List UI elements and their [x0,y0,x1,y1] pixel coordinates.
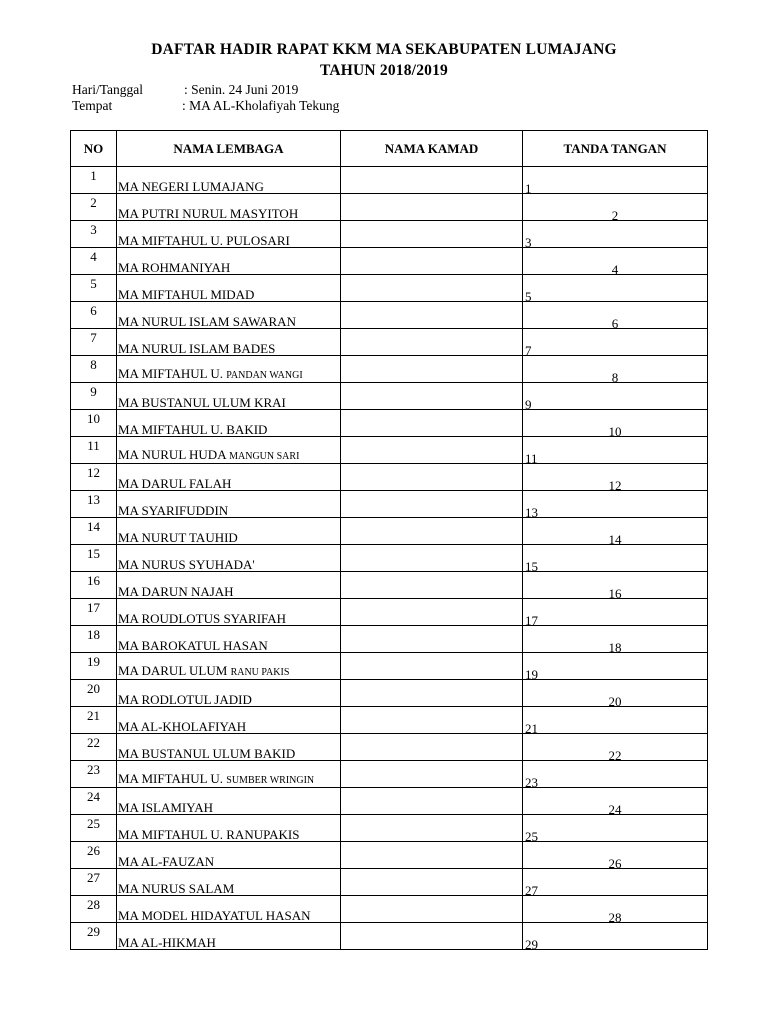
institution-name: MA MIFTAHUL MIDAD [118,287,255,302]
table-row [71,221,708,248]
row-number: 12 [71,464,117,491]
institution-name: MA ISLAMIYAH [118,800,213,815]
table-row [71,815,708,842]
table-row [71,734,708,761]
signature-number: 8 [611,370,619,385]
institution-name: MA MIFTAHUL U. RANUPAKIS [118,827,300,842]
institution-cell [117,437,341,464]
signature-cell[interactable] [523,788,708,815]
table-row [71,518,708,545]
row-number: 9 [71,383,117,410]
row-number: 28 [71,896,117,923]
signature-cell[interactable] [523,410,708,437]
signature-number: 12 [608,478,622,493]
row-number: 17 [71,599,117,626]
institution-cell [117,896,341,923]
signature-cell[interactable] [523,923,708,950]
signature-number: 6 [611,316,619,331]
signature-cell[interactable] [523,599,708,626]
row-number: 8 [71,356,117,383]
signature-number: 7 [525,343,532,358]
row-number: 14 [71,518,117,545]
row-number: 20 [71,680,117,707]
signature-cell[interactable] [523,518,708,545]
institution-cell [117,167,341,194]
institution-name: MA MIFTAHUL U. [118,771,227,786]
table-row [71,329,708,356]
institution-cell [117,842,341,869]
table-row [71,599,708,626]
institution-name: MA AL-KHOLAFIYAH [118,719,247,734]
row-number: 27 [71,869,117,896]
signature-cell[interactable] [523,626,708,653]
header-nama-lembaga: NAMA LEMBAGA [117,131,341,167]
table-row [71,248,708,275]
institution-name: MA NEGERI LUMAJANG [118,179,264,194]
table-row [71,491,708,518]
table-row [71,761,708,788]
institution-name: MA NURUL ISLAM SAWARAN [118,314,296,329]
attendance-table [70,130,708,950]
kamad-name-cell[interactable] [341,626,523,653]
institution-name: MA NURUS SALAM [118,881,235,896]
row-number: 13 [71,491,117,518]
signature-cell[interactable] [523,194,708,221]
kamad-name-cell[interactable] [341,599,523,626]
institution-cell [117,464,341,491]
kamad-name-cell[interactable] [341,734,523,761]
institution-cell [117,545,341,572]
kamad-name-cell[interactable] [341,545,523,572]
table-row [71,626,708,653]
kamad-name-cell[interactable] [341,356,523,383]
signature-number: 14 [608,532,622,547]
kamad-name-cell[interactable] [341,842,523,869]
table-row [71,842,708,869]
header-nama-kamad: NAMA KAMAD [341,131,523,167]
table-row [71,356,708,383]
institution-name: MA PUTRI NURUL MASYITOH [118,206,299,221]
institution-cell [117,599,341,626]
institution-cell [117,356,341,383]
institution-cell [117,761,341,788]
row-number: 16 [71,572,117,599]
institution-name: MA MIFTAHUL U. BAKID [118,422,268,437]
signature-number: 28 [608,910,622,925]
signature-number: 4 [611,262,619,277]
institution-cell [117,302,341,329]
signature-cell[interactable] [523,437,708,464]
institution-cell [117,194,341,221]
header-no: NO [71,131,117,167]
institution-cell [117,518,341,545]
signature-cell[interactable] [523,464,708,491]
kamad-name-cell[interactable] [341,194,523,221]
institution-name: MA ROHMANIYAH [118,260,231,275]
institution-cell [117,410,341,437]
institution-name: MA DARUL ULUM [118,663,231,678]
kamad-name-cell[interactable] [341,788,523,815]
signature-number: 20 [608,694,622,709]
signature-cell[interactable] [523,842,708,869]
institution-name: MA BUSTANUL ULUM KRAI [118,395,286,410]
institution-name: MA AL-FAUZAN [118,854,215,869]
table-row [71,275,708,302]
row-number: 18 [71,626,117,653]
institution-cell [117,383,341,410]
signature-number: 5 [525,289,532,304]
signature-cell[interactable] [523,221,708,248]
table-row [71,437,708,464]
institution-cell [117,626,341,653]
signature-number: 10 [608,424,622,439]
institution-name: MA MODEL HIDAYATUL HASAN [118,908,311,923]
signature-number: 13 [525,505,538,520]
place-value: : MA AL-Kholafiyah Tekung [182,98,340,113]
row-number: 7 [71,329,117,356]
signature-cell[interactable] [523,491,708,518]
institution-cell [117,653,341,680]
table-row [71,680,708,707]
table-row [71,464,708,491]
signature-cell[interactable] [523,302,708,329]
kamad-name-cell[interactable] [341,464,523,491]
institution-name: MA NURUT TAUHID [118,530,238,545]
document-year: TAHUN 2018/2019 [319,62,448,79]
kamad-name-cell[interactable] [341,410,523,437]
signature-number: 3 [525,235,532,250]
signature-number: 25 [525,829,538,844]
kamad-name-cell[interactable] [341,869,523,896]
row-number: 29 [71,923,117,950]
kamad-name-cell[interactable] [341,518,523,545]
institution-name: MA DARUL FALAH [118,476,232,491]
institution-name: MA NURUL ISLAM BADES [118,341,276,356]
signature-cell[interactable] [523,680,708,707]
kamad-name-cell[interactable] [341,248,523,275]
signature-number: 24 [608,802,622,817]
signature-number: 9 [525,397,532,412]
signature-number: 17 [525,613,538,628]
kamad-name-cell[interactable] [341,815,523,842]
signature-number: 1 [525,181,532,196]
signature-cell[interactable] [523,572,708,599]
institution-cell [117,815,341,842]
signature-cell[interactable] [523,815,708,842]
institution-cell [117,221,341,248]
institution-cell [117,572,341,599]
kamad-name-cell[interactable] [341,896,523,923]
kamad-name-cell[interactable] [341,680,523,707]
signature-number: 15 [525,559,538,574]
signature-number: 2 [611,208,619,223]
row-number: 25 [71,815,117,842]
signature-cell[interactable] [523,707,708,734]
table-row [71,545,708,572]
signature-number: 16 [608,586,622,601]
signature-number: 23 [525,775,538,790]
signature-cell[interactable] [523,896,708,923]
institution-name: MA DARUN NAJAH [118,584,234,599]
institution-name: MA AL-HIKMAH [118,935,216,950]
row-number: 1 [71,167,117,194]
institution-name: MA SYARIFUDDIN [118,503,229,518]
table-row [71,923,708,950]
institution-name: MA BAROKATUL HASAN [118,638,268,653]
signature-cell[interactable] [523,248,708,275]
institution-name: MA MIFTAHUL U. [118,366,227,381]
signature-cell[interactable] [523,329,708,356]
table-row [71,788,708,815]
signature-cell[interactable] [523,653,708,680]
institution-location: RANU PAKIS [230,667,290,678]
institution-cell [117,275,341,302]
table-row [71,194,708,221]
signature-cell[interactable] [523,275,708,302]
institution-name: MA BUSTANUL ULUM BAKID [118,746,296,761]
institution-cell [117,869,341,896]
row-number: 4 [71,248,117,275]
table-row [71,572,708,599]
document-title: DAFTAR HADIR RAPAT KKM MA SEKABUPATEN LUMAJANG [151,41,617,58]
institution-cell [117,734,341,761]
row-number: 5 [71,275,117,302]
kamad-name-cell[interactable] [341,923,523,950]
signature-number: 21 [525,721,538,736]
institution-cell [117,680,341,707]
institution-name: MA NURUS SYUHADA' [118,557,255,572]
institution-name: MA MIFTAHUL U. PULOSARI [118,233,290,248]
row-number: 11 [71,437,117,464]
row-number: 2 [71,194,117,221]
kamad-name-cell[interactable] [341,167,523,194]
table-row [71,167,708,194]
institution-name: MA NURUL HUDA [118,447,230,462]
kamad-name-cell[interactable] [341,221,523,248]
kamad-name-cell[interactable] [341,653,523,680]
row-number: 6 [71,302,117,329]
table-row [71,383,708,410]
institution-name: MA RODLOTUL JADID [118,692,252,707]
institution-cell [117,923,341,950]
signature-cell[interactable] [523,167,708,194]
institution-location: MANGUN SARI [229,451,300,462]
signature-number: 26 [608,856,622,871]
signature-number: 18 [608,640,622,655]
kamad-name-cell[interactable] [341,437,523,464]
place-label: Tempat [72,98,113,113]
institution-cell [117,491,341,518]
row-number: 24 [71,788,117,815]
institution-location: SUMBER WRINGIN [226,775,315,786]
signature-cell[interactable] [523,734,708,761]
row-number: 10 [71,410,117,437]
table-row [71,653,708,680]
row-number: 3 [71,221,117,248]
row-number: 23 [71,761,117,788]
table-row [71,896,708,923]
signature-number: 29 [525,937,538,952]
signature-number: 19 [525,667,538,682]
institution-name: MA ROUDLOTUS SYARIFAH [118,611,287,626]
kamad-name-cell[interactable] [341,383,523,410]
signature-cell[interactable] [523,383,708,410]
signature-cell[interactable] [523,356,708,383]
signature-cell[interactable] [523,545,708,572]
table-header-row [71,131,708,167]
kamad-name-cell[interactable] [341,707,523,734]
row-number: 15 [71,545,117,572]
kamad-name-cell[interactable] [341,572,523,599]
row-number: 22 [71,734,117,761]
signature-number: 22 [608,748,622,763]
institution-cell [117,707,341,734]
institution-cell [117,329,341,356]
kamad-name-cell[interactable] [341,761,523,788]
table-row [71,869,708,896]
institution-location: PANDAN WANGI [226,370,303,381]
kamad-name-cell[interactable] [341,275,523,302]
signature-cell[interactable] [523,869,708,896]
row-number: 19 [71,653,117,680]
institution-cell [117,248,341,275]
table-body [71,167,708,950]
day-value: : Senin. 24 Juni 2019 [184,82,299,97]
signature-number: 11 [525,451,538,466]
table-row [71,707,708,734]
kamad-name-cell[interactable] [341,302,523,329]
table-row [71,302,708,329]
row-number: 26 [71,842,117,869]
row-number: 21 [71,707,117,734]
signature-cell[interactable] [523,761,708,788]
table-row [71,410,708,437]
kamad-name-cell[interactable] [341,491,523,518]
day-label: Hari/Tanggal [72,82,144,97]
kamad-name-cell[interactable] [341,329,523,356]
signature-number: 27 [525,883,538,898]
header-tanda-tangan: TANDA TANGAN [523,131,708,167]
institution-cell [117,788,341,815]
